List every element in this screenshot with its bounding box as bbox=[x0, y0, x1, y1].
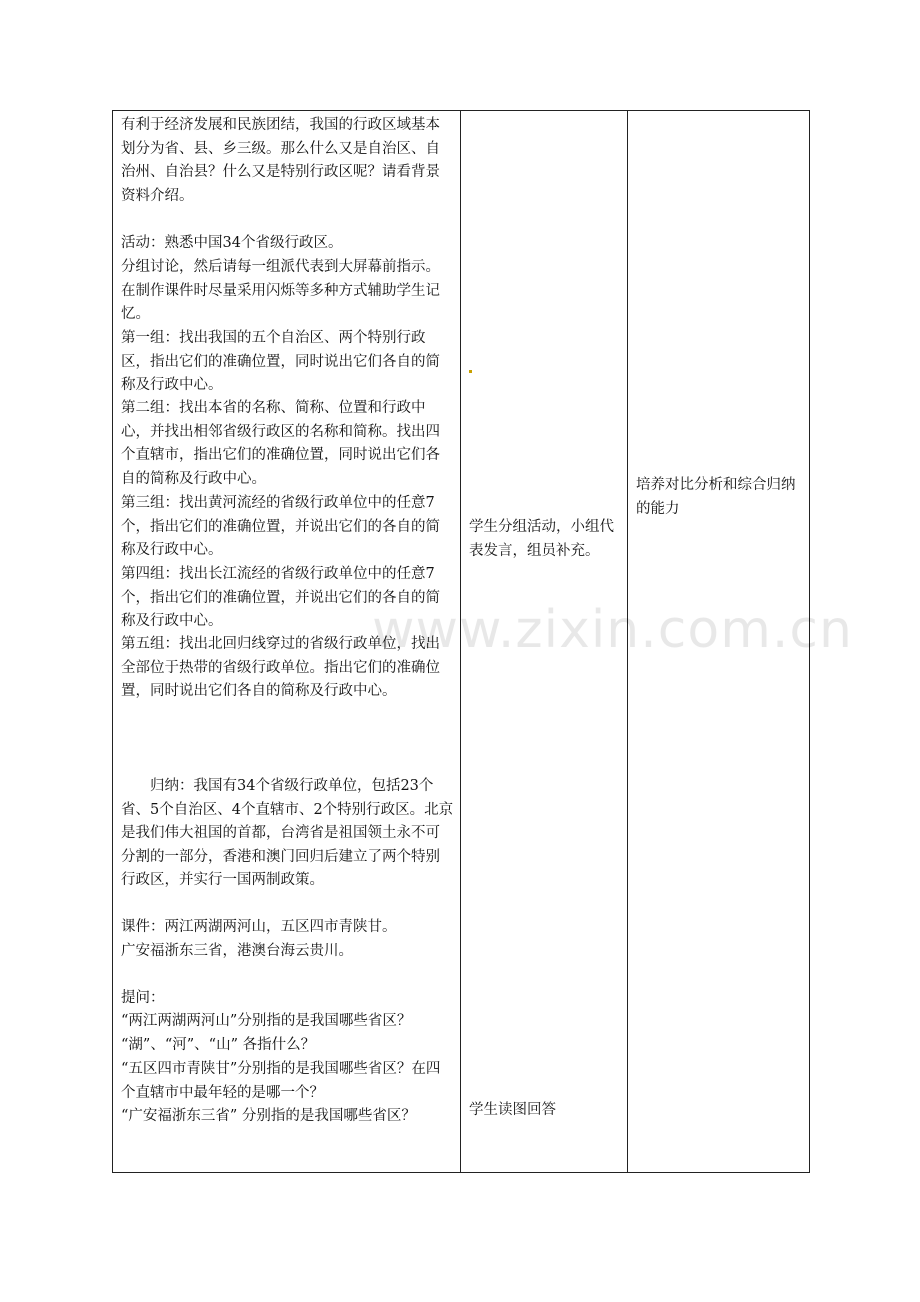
group-2-task: 第二组：找出本省的名称、简称、位置和行政中心，并找出相邻省级行政区的名称和简称。找出四个直辖市，指出它们的准确位置，同时说出它们各自的简称及行政中心。 bbox=[121, 400, 440, 487]
rhyme-line-1: 课件：两江两湖两河山，五区四市青陕甘。 bbox=[121, 919, 397, 935]
group-1-task: 第一组：找出我国的五个自治区、两个特别行政区，指出它们的准确位置，同时说出它们各自的简称及行政中心。 bbox=[121, 330, 440, 394]
question-1: “两江两湖两河山”分别指的是我国哪些省区？ bbox=[121, 1013, 412, 1029]
group-3-task: 第三组：找出黄河流经的省级行政单位中的任意7个，指出它们的准确位置，并说出它们的各自的简称及行政中心。 bbox=[121, 495, 440, 559]
rhyme-line-2: 广安福浙东三省，港澳台海云贵川。 bbox=[121, 943, 353, 959]
design-intent-text: 培养对比分析和综合归纳的能力 bbox=[636, 477, 796, 517]
question-4: “广安福浙东三省” 分别指的是我国哪些省区？ bbox=[121, 1108, 416, 1124]
student-group-activity: 学生分组活动，小组代表发言，组员补充。 bbox=[469, 519, 614, 559]
intro-paragraph: 有利于经济发展和民族团结，我国的行政区域基本划分为省、县、乡三级。那么什么又是自治区、自治州、自治县？什么又是特别行政区呢？请看背景资料介绍。 bbox=[121, 117, 440, 204]
group-4-task: 第四组：找出长江流经的省级行政单位中的任意7个，指出它们的准确位置，并说出它们的各自的简称及行政中心。 bbox=[121, 566, 440, 630]
summary-paragraph: 归纳：我国有34个省级行政单位，包括23个省、5个自治区、4个直辖市、2个特别行政区。北京是我们伟大祖国的首都，台湾省是祖国领土永不可分割的一部分，香港和澳门回归后建立了两个特别行政区，并实行一国两制政策。 bbox=[121, 778, 454, 889]
question-title: 提问： bbox=[121, 990, 165, 1006]
activity-title: 活动：熟悉中国34个省级行政区。 bbox=[121, 235, 343, 251]
question-3: “五区四市青陕甘”分别指的是我国哪些省区？在四个直辖市中最年轻的是哪一个？ bbox=[121, 1061, 441, 1101]
watermark: www.zixin.com.cn bbox=[372, 600, 853, 660]
activity-description: 分组讨论，然后请每一组派代表到大屏幕前指示。在制作课件时尽量采用闪烁等多种方式辅助学生记忆。 bbox=[121, 259, 440, 323]
yellow-dot-mark bbox=[469, 370, 472, 373]
question-2: “湖”、“河”、“山” 各指什么？ bbox=[121, 1037, 316, 1053]
student-map-reading: 学生读图回答 bbox=[469, 1102, 556, 1118]
group-5-task: 第五组：找出北回归线穿过的省级行政单位，找出全部位于热带的省级行政单位。指出它们的准确位置，同时说出它们各自的简称及行政中心。 bbox=[121, 636, 440, 700]
